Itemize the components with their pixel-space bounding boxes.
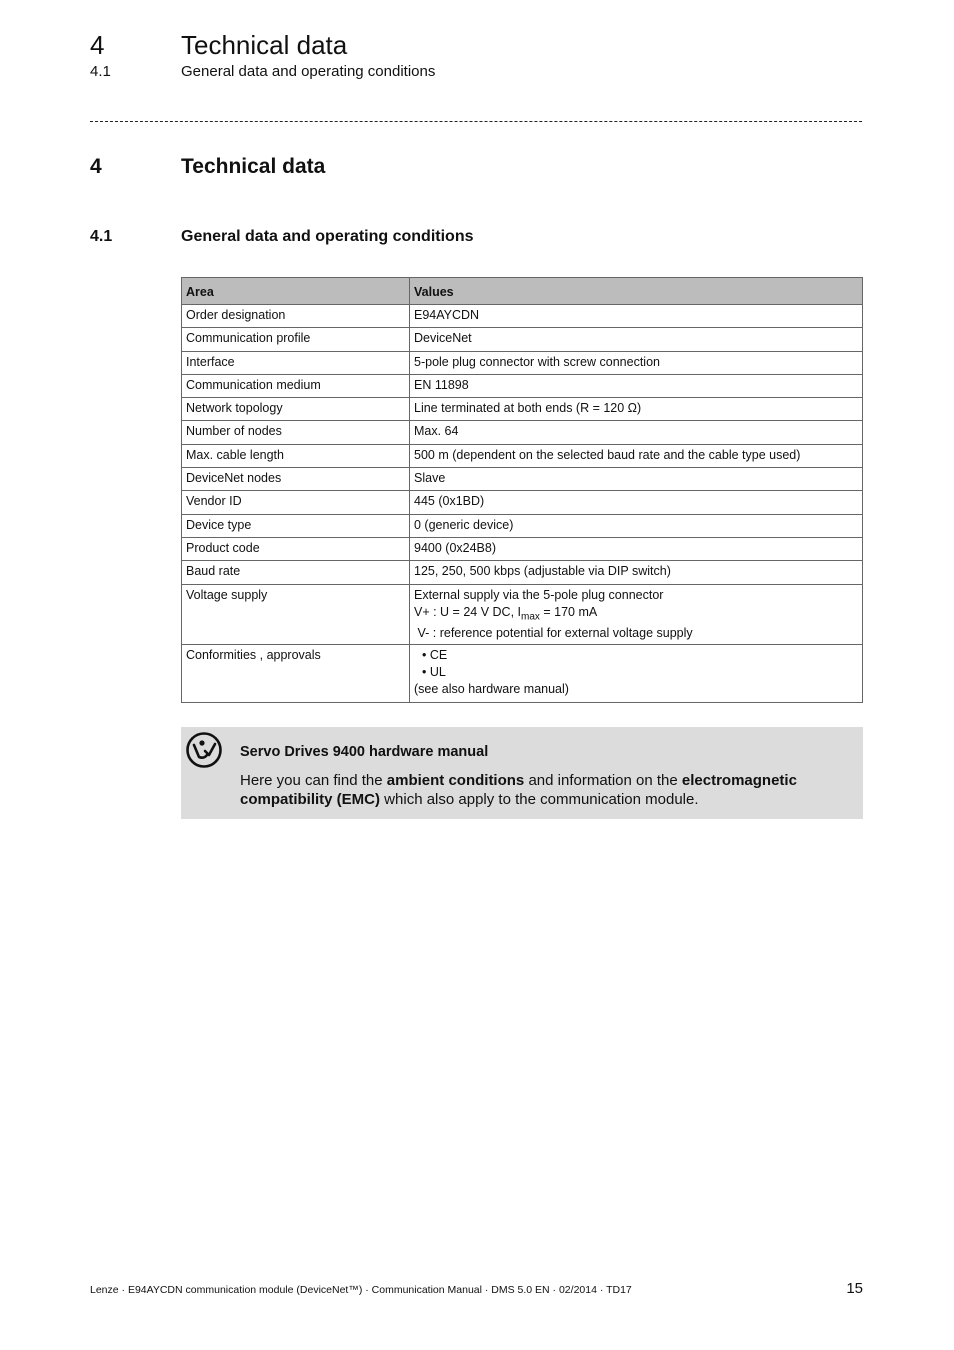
row-area: Communication profile — [182, 328, 410, 351]
column-header-area: Area — [182, 278, 410, 305]
voltage-line-1: External supply via the 5-pole plug connector — [414, 587, 664, 602]
conformity-ul: • UL — [422, 665, 446, 680]
table-row-voltage-supply — [182, 584, 863, 645]
row-value: E94AYCDN — [410, 305, 863, 328]
row-area: Number of nodes — [182, 421, 410, 444]
row-value: 445 (0x1BD) — [410, 491, 863, 514]
row-value: EN 11898 — [410, 374, 863, 397]
row-area: Vendor ID — [182, 491, 410, 514]
row-area: Communication medium — [182, 374, 410, 397]
column-header-values: Values — [410, 278, 863, 305]
voltage-line-3: V- : reference potential for external voltage supply — [414, 626, 693, 641]
row-value — [410, 645, 863, 703]
table-row-conformities — [182, 645, 863, 703]
row-area: Voltage supply — [182, 584, 410, 645]
header-section-title: General data and operating conditions — [181, 63, 436, 80]
conformity-note: (see also hardware manual) — [414, 682, 569, 697]
voltage-subscript: max — [521, 611, 540, 623]
note-title: Servo Drives 9400 hardware manual — [240, 744, 489, 760]
header-section-number: 4.1 — [90, 63, 111, 80]
voltage-line-2-end: = 170 mA — [539, 604, 598, 619]
table-header-row — [182, 278, 863, 305]
manual-reference-icon — [185, 731, 223, 769]
section-heading-number: 4.1 — [90, 228, 113, 245]
table-row — [182, 444, 863, 467]
row-area: Conformities , approvals — [182, 645, 410, 703]
table-row — [182, 537, 863, 560]
voltage-line-2-start: V+ : U = 24 V DC, I — [414, 604, 521, 619]
table-row — [182, 468, 863, 491]
row-value: 5-pole plug connector with screw connection — [410, 351, 863, 374]
conformity-ce: • CE — [422, 648, 448, 663]
row-area: Device type — [182, 514, 410, 537]
row-value: Max. 64 — [410, 421, 863, 444]
row-area: Order designation — [182, 305, 410, 328]
table-row — [182, 328, 863, 351]
note-text-1: Here you can find the — [240, 772, 387, 789]
table-row — [182, 351, 863, 374]
note-body — [240, 771, 850, 809]
row-value: Line terminated at both ends (R = 120 Ω) — [410, 398, 863, 421]
row-value: 9400 (0x24B8) — [410, 537, 863, 560]
note-bold-ambient: ambient conditions — [386, 772, 525, 789]
table-row — [182, 561, 863, 584]
header-chapter-title: Technical data — [181, 30, 348, 60]
row-area: Interface — [182, 351, 410, 374]
footer-document-info: Lenze · E94AYCDN communication module (DeviceNet™) · Communication Manual · DMS 5.0 EN · 02/2014 · TD17 — [90, 1284, 632, 1296]
voltage-line-2 — [414, 604, 858, 626]
row-area: Product code — [182, 537, 410, 560]
row-area: Max. cable length — [182, 444, 410, 467]
table-row — [182, 491, 863, 514]
row-area: Baud rate — [182, 561, 410, 584]
table-row — [182, 514, 863, 537]
row-value: 0 (generic device) — [410, 514, 863, 537]
note-text-3: which also apply to the communication module. — [380, 791, 699, 808]
header-divider — [90, 121, 862, 122]
row-area: Network topology — [182, 398, 410, 421]
chapter-heading-title: Technical data — [181, 155, 326, 178]
table-row — [182, 421, 863, 444]
section-heading-title: General data and operating conditions — [181, 228, 474, 245]
spec-table — [181, 277, 863, 703]
row-value: 125, 250, 500 kbps (adjustable via DIP switch) — [410, 561, 863, 584]
manual-reference-note — [181, 727, 863, 819]
row-value: DeviceNet — [410, 328, 863, 351]
note-text-2: and information on the — [524, 772, 682, 789]
table-row — [182, 374, 863, 397]
header-chapter-number: 4 — [90, 30, 105, 60]
row-value — [410, 584, 863, 645]
row-value: 500 m (dependent on the selected baud rate and the cable type used) — [410, 444, 863, 467]
table-row — [182, 305, 863, 328]
page-number: 15 — [846, 1280, 863, 1297]
note-bold-emc: electromagnetic compatibility (EMC) — [240, 772, 797, 808]
table-row — [182, 398, 863, 421]
chapter-heading-number: 4 — [90, 155, 102, 178]
row-value: Slave — [410, 468, 863, 491]
row-area: DeviceNet nodes — [182, 468, 410, 491]
